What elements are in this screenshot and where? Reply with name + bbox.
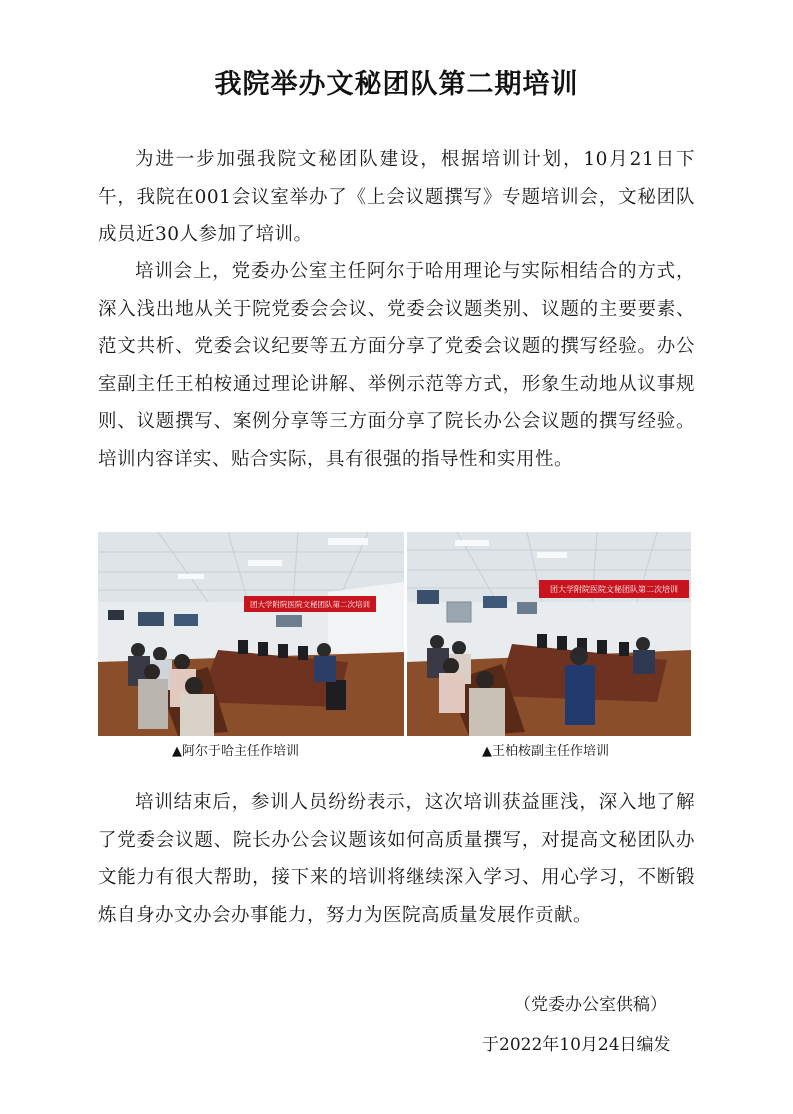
banner-text: 团大学附院医院文秘团队第二次培训 [550, 585, 678, 594]
source-note: （党委办公室供稿） [514, 995, 667, 1015]
training-photo-right [407, 532, 691, 736]
issue-date: 于2022年10月24日编发 [482, 1035, 671, 1055]
paragraph-conclusion: 培训结束后，参训人员纷纷表示，这次培训获益匪浅，深入地了解了党委会议题、院长办公会议题该如何高质量撰写，对提高文秘团队办文能力有很大帮助，接下来的培训将继续深入学习、用心学习，不断锻炼自身办文办会办事能力，努力为医院高质量发展作贡献。 [98, 792, 695, 926]
paragraph-intro: 为进一步加强我院文秘团队建设，根据培训计划，10月21日下午，我院在001会议室举办了《上会议题撰写》专题培训会，文秘团队成员近30人参加了培训。 [98, 149, 695, 245]
photo-caption-left: ▲阿尔于哈主任作培训 [172, 744, 299, 759]
training-photo-left [98, 532, 404, 736]
photo-row [98, 532, 691, 736]
page-title: 我院举办文秘团队第二期培训 [214, 69, 579, 100]
paragraph-content: 培训会上，党委办公室主任阿尔于哈用理论与实际相结合的方式，深入浅出地从关于院党委会会议、党委会议题类别、议题的主要要素、范文共析、党委会议纪要等五方面分享了党委会议题的撰写经验。办公室副主任王柏桉通过理论讲解、举例示范等方式，形象生动地从议事规则、议题撰写、案例分享等三方面分享了院长办公会议题的撰写经验。培训内容详实、贴合实际，具有很强的指导性和实用性。 [98, 261, 695, 470]
photo-caption-right: ▲王柏桉副主任作培训 [482, 744, 609, 759]
banner-text: 团大学附院医院文秘团队第二次培训 [250, 600, 370, 609]
